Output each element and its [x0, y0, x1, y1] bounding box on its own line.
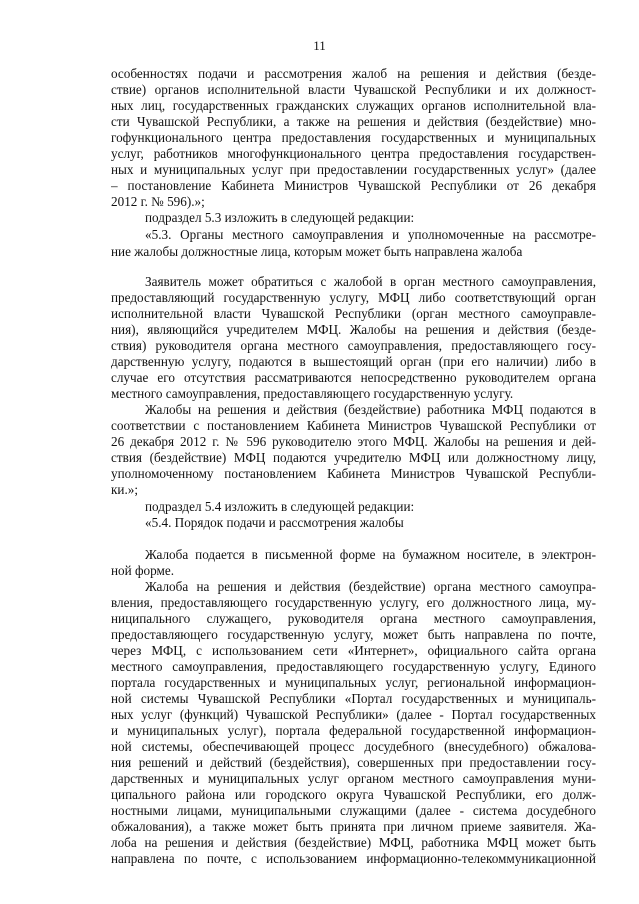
text-line: предоставляющего государственную услугу, может быть направлена по почте,	[111, 627, 596, 642]
text-line: особенностях подачи и рассмотрения жалоб на решения и действия (безде-	[111, 66, 596, 81]
text-line: лоба на решения и действия (бездействие) МФЦ, работника МФЦ может быть	[111, 835, 596, 850]
text-line: подраздел 5.3 изложить в следующей редакции:	[145, 210, 415, 225]
text-line: местного самоуправления, предоставляющего государственную услугу, Единого	[111, 659, 596, 674]
text-line: ной системы, обеспечивающей процесс досудебного (внесудебного) обжалова-	[111, 739, 596, 754]
text-line: обжалования), а также может быть принята при личном приеме заявителя. Жа-	[111, 819, 596, 834]
text-line: местного самоуправления, предоставляющего государственную услугу.	[111, 386, 514, 401]
text-line: Жалоба на решения и действия (бездействие) органа местного самоупра-	[145, 579, 596, 594]
text-line: – постановление Кабинета Министров Чувашской Республики от 26 декабря	[111, 178, 596, 193]
page-number: 11	[313, 38, 326, 53]
text-line: услуг, работников многофункционального центра предоставления государствен-	[111, 146, 596, 161]
text-line: ностными лицами, муниципальными служащими (далее - система досудебного	[111, 803, 596, 818]
text-line: гофункционального центра предоставления государственных и муниципальных	[111, 130, 596, 145]
text-line: ниципального служащего, руководителя органа местного самоуправления,	[111, 611, 596, 626]
text-line: дарственных и муниципальных услуг органом местного самоуправления муни-	[111, 771, 596, 786]
text-line: 26 декабря 2012 г. № 596 руководителю этого МФЦ. Жалобы на решения и дей-	[111, 434, 596, 449]
text-line: ствия) руководителя органа местного самоуправления, предоставляющего госу-	[111, 338, 596, 353]
text-line: ния), являющийся учредителем МФЦ. Жалобы на решения и действия (безде-	[111, 322, 596, 337]
text-line: соответствии с постановлением Кабинета Министров Чувашской Республики от	[111, 418, 596, 433]
text-line: 2012 г. № 596).»;	[111, 194, 205, 209]
text-line: портала государственных и муниципальных услуг, региональной информацион-	[111, 675, 596, 690]
text-line: «5.4. Порядок подачи и рассмотрения жалобы	[145, 515, 404, 530]
text-line: Заявитель может обратиться с жалобой в орган местного самоуправления,	[145, 274, 596, 289]
text-line: ствие) органов исполнительной власти Чувашской Республики и их должност-	[111, 82, 596, 97]
text-line: ных услуг (функций) Чувашской Республики» (далее - Портал государственных	[111, 707, 596, 722]
text-line: ки.»;	[111, 482, 139, 497]
text-line: сти Чувашской Республики, а также на решения и действия (бездействие) мно-	[111, 114, 596, 129]
text-line: «5.3. Органы местного самоуправления и уполномоченные на рассмотре-	[145, 227, 596, 242]
text-line: вления, предоставляющего государственную услугу, его должностного лица, му-	[111, 595, 596, 610]
text-line: подраздел 5.4 изложить в следующей редакции:	[145, 499, 415, 514]
text-line: ной форме.	[111, 563, 175, 578]
text-line: и муниципальных услуг), портала федеральной государственной информацион-	[111, 723, 596, 738]
text-line: ных лиц, государственных гражданских служащих органов исполнительной вла-	[111, 98, 596, 113]
text-line: уполномоченному постановлением Кабинета Министров Чувашской Республи-	[111, 466, 596, 481]
text-line: предоставляющий государственную услугу, МФЦ либо соответствующий орган	[111, 290, 596, 305]
text-line: случае его отсутствия рассматриваются непосредственно руководителем органа	[111, 370, 596, 385]
text-line: ципального района или городского округа Чувашской Республики, его долж-	[111, 787, 596, 802]
text-line: Жалобы на решения и действия (бездействие) работника МФЦ подаются в	[145, 402, 596, 417]
text-line: ние жалобы должностные лица, которым может быть направлена жалоба	[111, 244, 523, 259]
text-line: Жалоба подается в письменной форме на бумажном носителе, в электрон-	[145, 547, 596, 562]
text-line: через МФЦ, с использованием сети «Интернет», официального сайта органа	[111, 643, 596, 658]
text-line: направлена по почте, с использованием информационно-телекоммуникационной	[111, 851, 596, 866]
text-line: исполнительной власти Чувашской Республики (орган местного самоуправле-	[111, 306, 596, 321]
text-line: ных и муниципальных услуг при предоставлении государственных услуг» (далее	[111, 162, 596, 177]
text-line: дарственную услугу, подаются в вышестоящий орган (при его наличии) либо в	[111, 354, 596, 369]
text-line: ной системы Чувашской Республики «Портал государственных и муниципаль-	[111, 691, 596, 706]
text-line: ствия (бездействие) МФЦ подаются учредителю МФЦ или должностному лицу,	[111, 450, 596, 465]
text-line: ния решений и действий (бездействия), совершенных при предоставлении госу-	[111, 755, 596, 770]
